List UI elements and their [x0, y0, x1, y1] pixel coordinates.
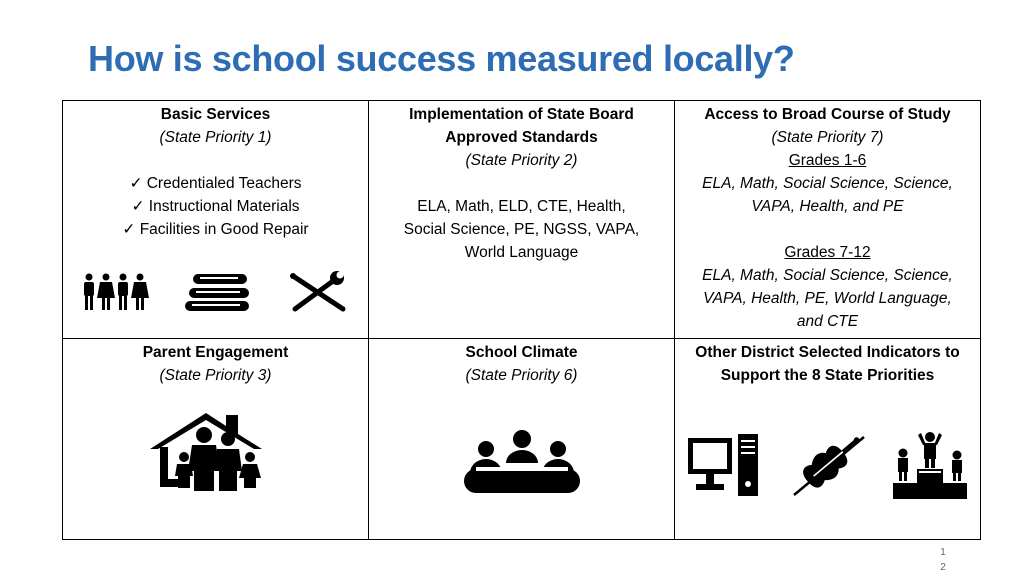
- cell-course-access: [675, 101, 980, 339]
- checklist-item: ✓ Facilities in Good Repair: [122, 221, 309, 238]
- books-icon: [184, 271, 252, 313]
- page-number: 1 2: [940, 547, 946, 573]
- grade-band-subjects: VAPA, Health, and PE: [751, 198, 904, 215]
- cell-heading: Approved Standards: [445, 129, 598, 146]
- subjects-text: World Language: [464, 244, 579, 261]
- cell-priority: (State Priority 7): [771, 129, 884, 146]
- grade-band-label: Grades 7-12: [784, 244, 871, 261]
- grade-band-subjects: and CTE: [796, 313, 859, 330]
- cell-heading: Parent Engagement: [142, 344, 289, 361]
- cell-school-climate: [369, 339, 675, 539]
- cell-priority: (State Priority 2): [465, 152, 578, 169]
- cell-heading: Support the 8 State Priorities: [720, 367, 935, 384]
- computer-icon: [686, 432, 762, 500]
- checklist-item: ✓ Instructional Materials: [131, 198, 300, 215]
- icon-row: [369, 429, 674, 495]
- grade-band-label: Grades 1-6: [788, 152, 867, 169]
- checklist-item: ✓ Credentialed Teachers: [129, 175, 302, 192]
- icon-row: [675, 431, 980, 501]
- cell-priority: (State Priority 1): [159, 129, 272, 146]
- grade-band-subjects: VAPA, Health, PE, World Language,: [703, 290, 952, 307]
- people-icon: [81, 273, 149, 311]
- cell-basic-services: [63, 101, 369, 339]
- podium-icon: [891, 431, 969, 501]
- subjects-text: ELA, Math, ELD, CTE, Health,: [417, 198, 626, 215]
- icon-row: [63, 409, 368, 493]
- priorities-table: [62, 100, 981, 540]
- page-title: How is school success measured locally?: [88, 38, 795, 79]
- cell-heading: Access to Broad Course of Study: [704, 106, 951, 123]
- grade-band-subjects: ELA, Math, Social Science, Science,: [702, 175, 953, 192]
- cell-heading: Other District Selected Indicators to: [695, 344, 960, 361]
- cell-priority: (State Priority 3): [159, 367, 272, 384]
- subjects-text: Social Science, PE, NGSS, VAPA,: [403, 221, 640, 238]
- cell-priority: (State Priority 6): [465, 367, 578, 384]
- cell-heading: School Climate: [465, 344, 578, 361]
- tools-icon: [287, 271, 351, 313]
- cell-state-standards: [369, 101, 675, 339]
- grade-band-subjects: ELA, Math, Social Science, Science,: [702, 267, 953, 284]
- cell-parent-engagement: [63, 339, 369, 539]
- violin-icon: [784, 431, 868, 501]
- cell-heading: Basic Services: [160, 106, 271, 123]
- cell-heading: Implementation of State Board: [409, 106, 634, 123]
- meeting-table-icon: [462, 429, 582, 495]
- cell-other-indicators: [675, 339, 980, 539]
- family-house-icon: [146, 409, 286, 493]
- icon-row: [63, 271, 368, 313]
